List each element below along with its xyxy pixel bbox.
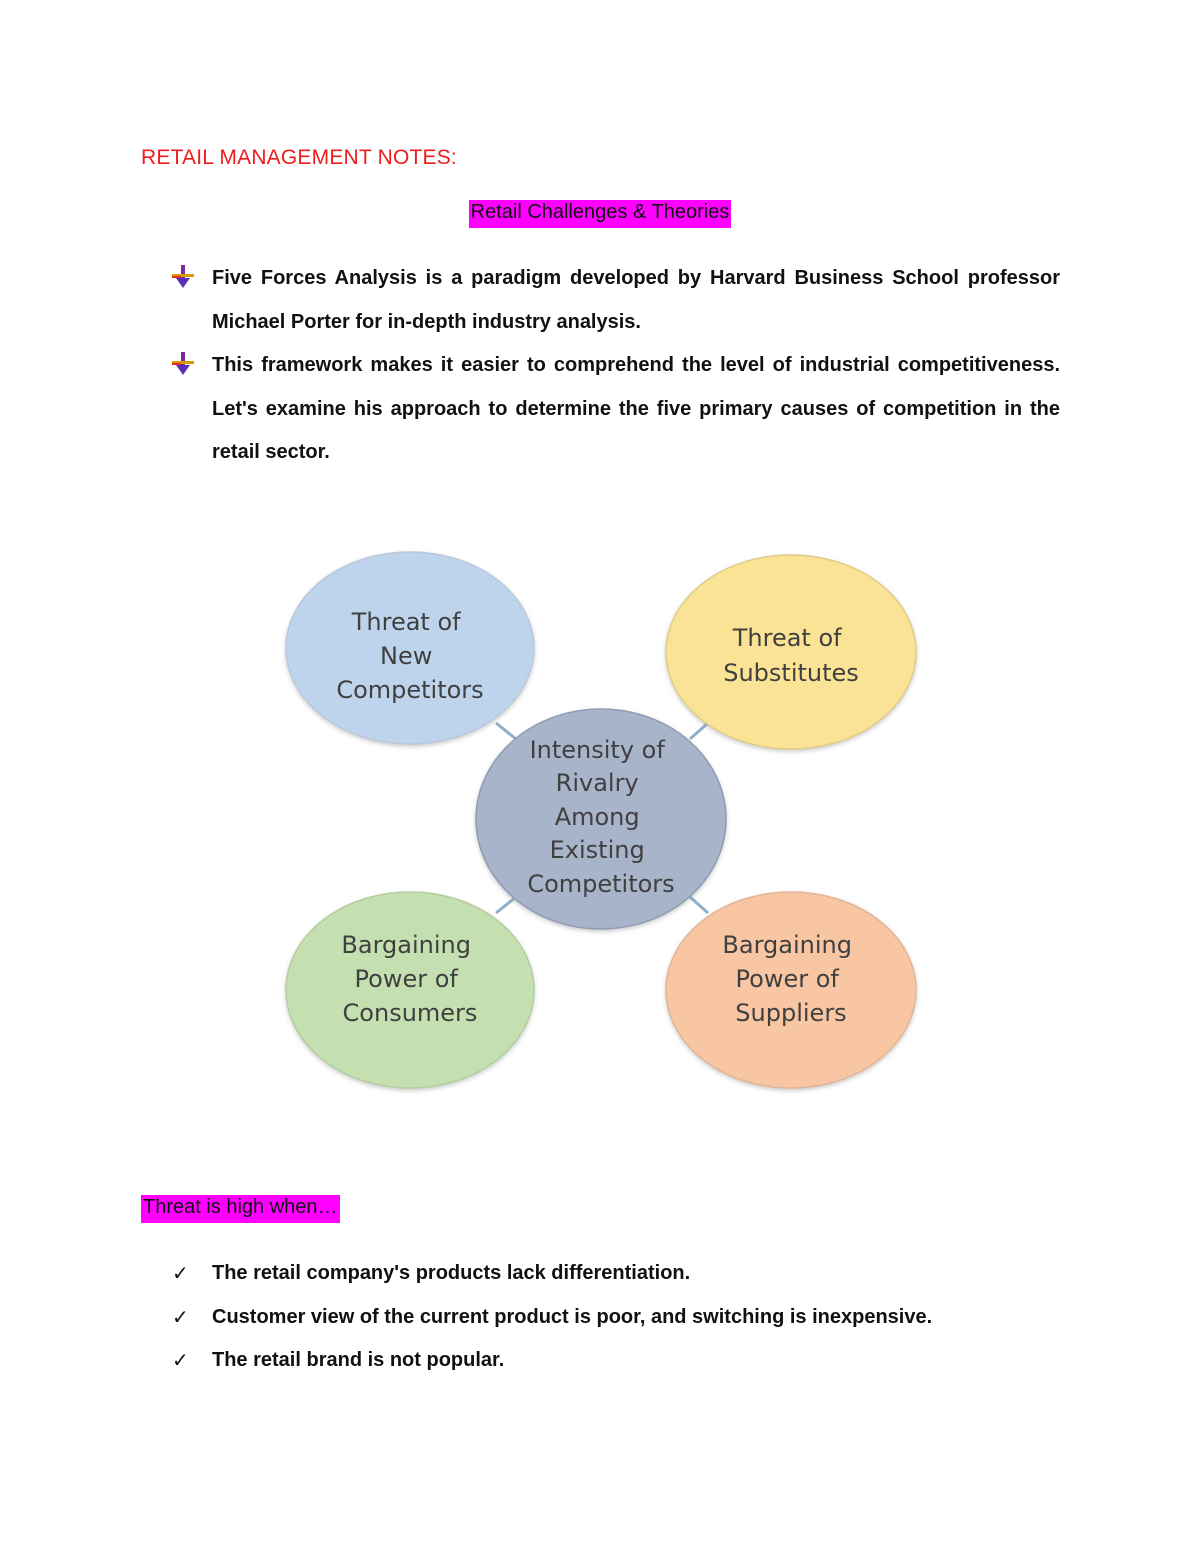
circle-label: Existing [549,836,645,864]
circle-label: Bargaining [341,931,471,959]
page-heading: RETAIL MANAGEMENT NOTES: [141,146,457,169]
circle-label: Consumers [342,999,478,1027]
check-text: The retail company's products lack differentiation. [212,1262,691,1284]
check-item [172,1296,1060,1340]
circle-label: Competitors [527,870,675,898]
circle-label: Competitors [336,676,484,704]
circle-label: Intensity of [529,736,665,764]
circle-label: New [380,642,433,670]
connector-line [690,897,708,913]
svg-text:Bargaining Power of [722,931,859,1027]
circle-label: Substitutes [723,659,859,687]
down-arrow-icon [172,265,194,289]
threat-heading: Threat is high when… [141,1195,340,1223]
connector-line [496,897,516,913]
checkmark-icon: ✓ [172,1348,189,1372]
circle-label: Power of [354,965,458,993]
circle-top-right [666,555,916,749]
check-item [172,1252,1060,1296]
checkmark-icon: ✓ [172,1304,189,1329]
connector-line [690,723,708,739]
five-forces-diagram [280,545,925,1105]
check-list [172,1252,1060,1383]
bullet-text: Five Forces Analysis is a paradigm developed by Harvard Business School professor Michael Porter for in-depth industry analysis. [212,267,1060,333]
connector-line [496,723,516,739]
check-text: The retail brand is not popular. [212,1349,505,1371]
circle-center [476,709,726,929]
bullet-list [172,257,1060,475]
bullet-text: This framework makes it easier to comprehend the level of industrial competitiveness. Let's examine his approach to determine the five primary causes of competition in the retail sector. [212,354,1060,463]
circle-label: Power of [735,965,839,993]
subtitle-wrap [0,200,1200,228]
circle-bottom-left [286,892,534,1088]
circle-bottom-right [666,892,916,1088]
circle-top-left [286,552,534,744]
down-arrow-icon [172,352,194,376]
svg-text:Bargaining Power of [341,931,478,1027]
bullet-item [172,344,1060,475]
check-item [172,1339,1060,1383]
circle-label: Threat of [351,608,461,636]
bullet-item [172,257,1060,344]
section-title: Retail Challenges & Theories [469,200,732,228]
circle-label: Suppliers [735,999,847,1027]
circle-label: Among [554,803,640,831]
circle-label: Bargaining [722,931,852,959]
circle-label: Threat of [732,624,842,652]
circle-label: Rivalry [555,769,639,797]
checkmark-icon: ✓ [172,1261,189,1285]
check-text: Customer view of the current product is poor, and switching is inexpensive. [212,1305,933,1328]
